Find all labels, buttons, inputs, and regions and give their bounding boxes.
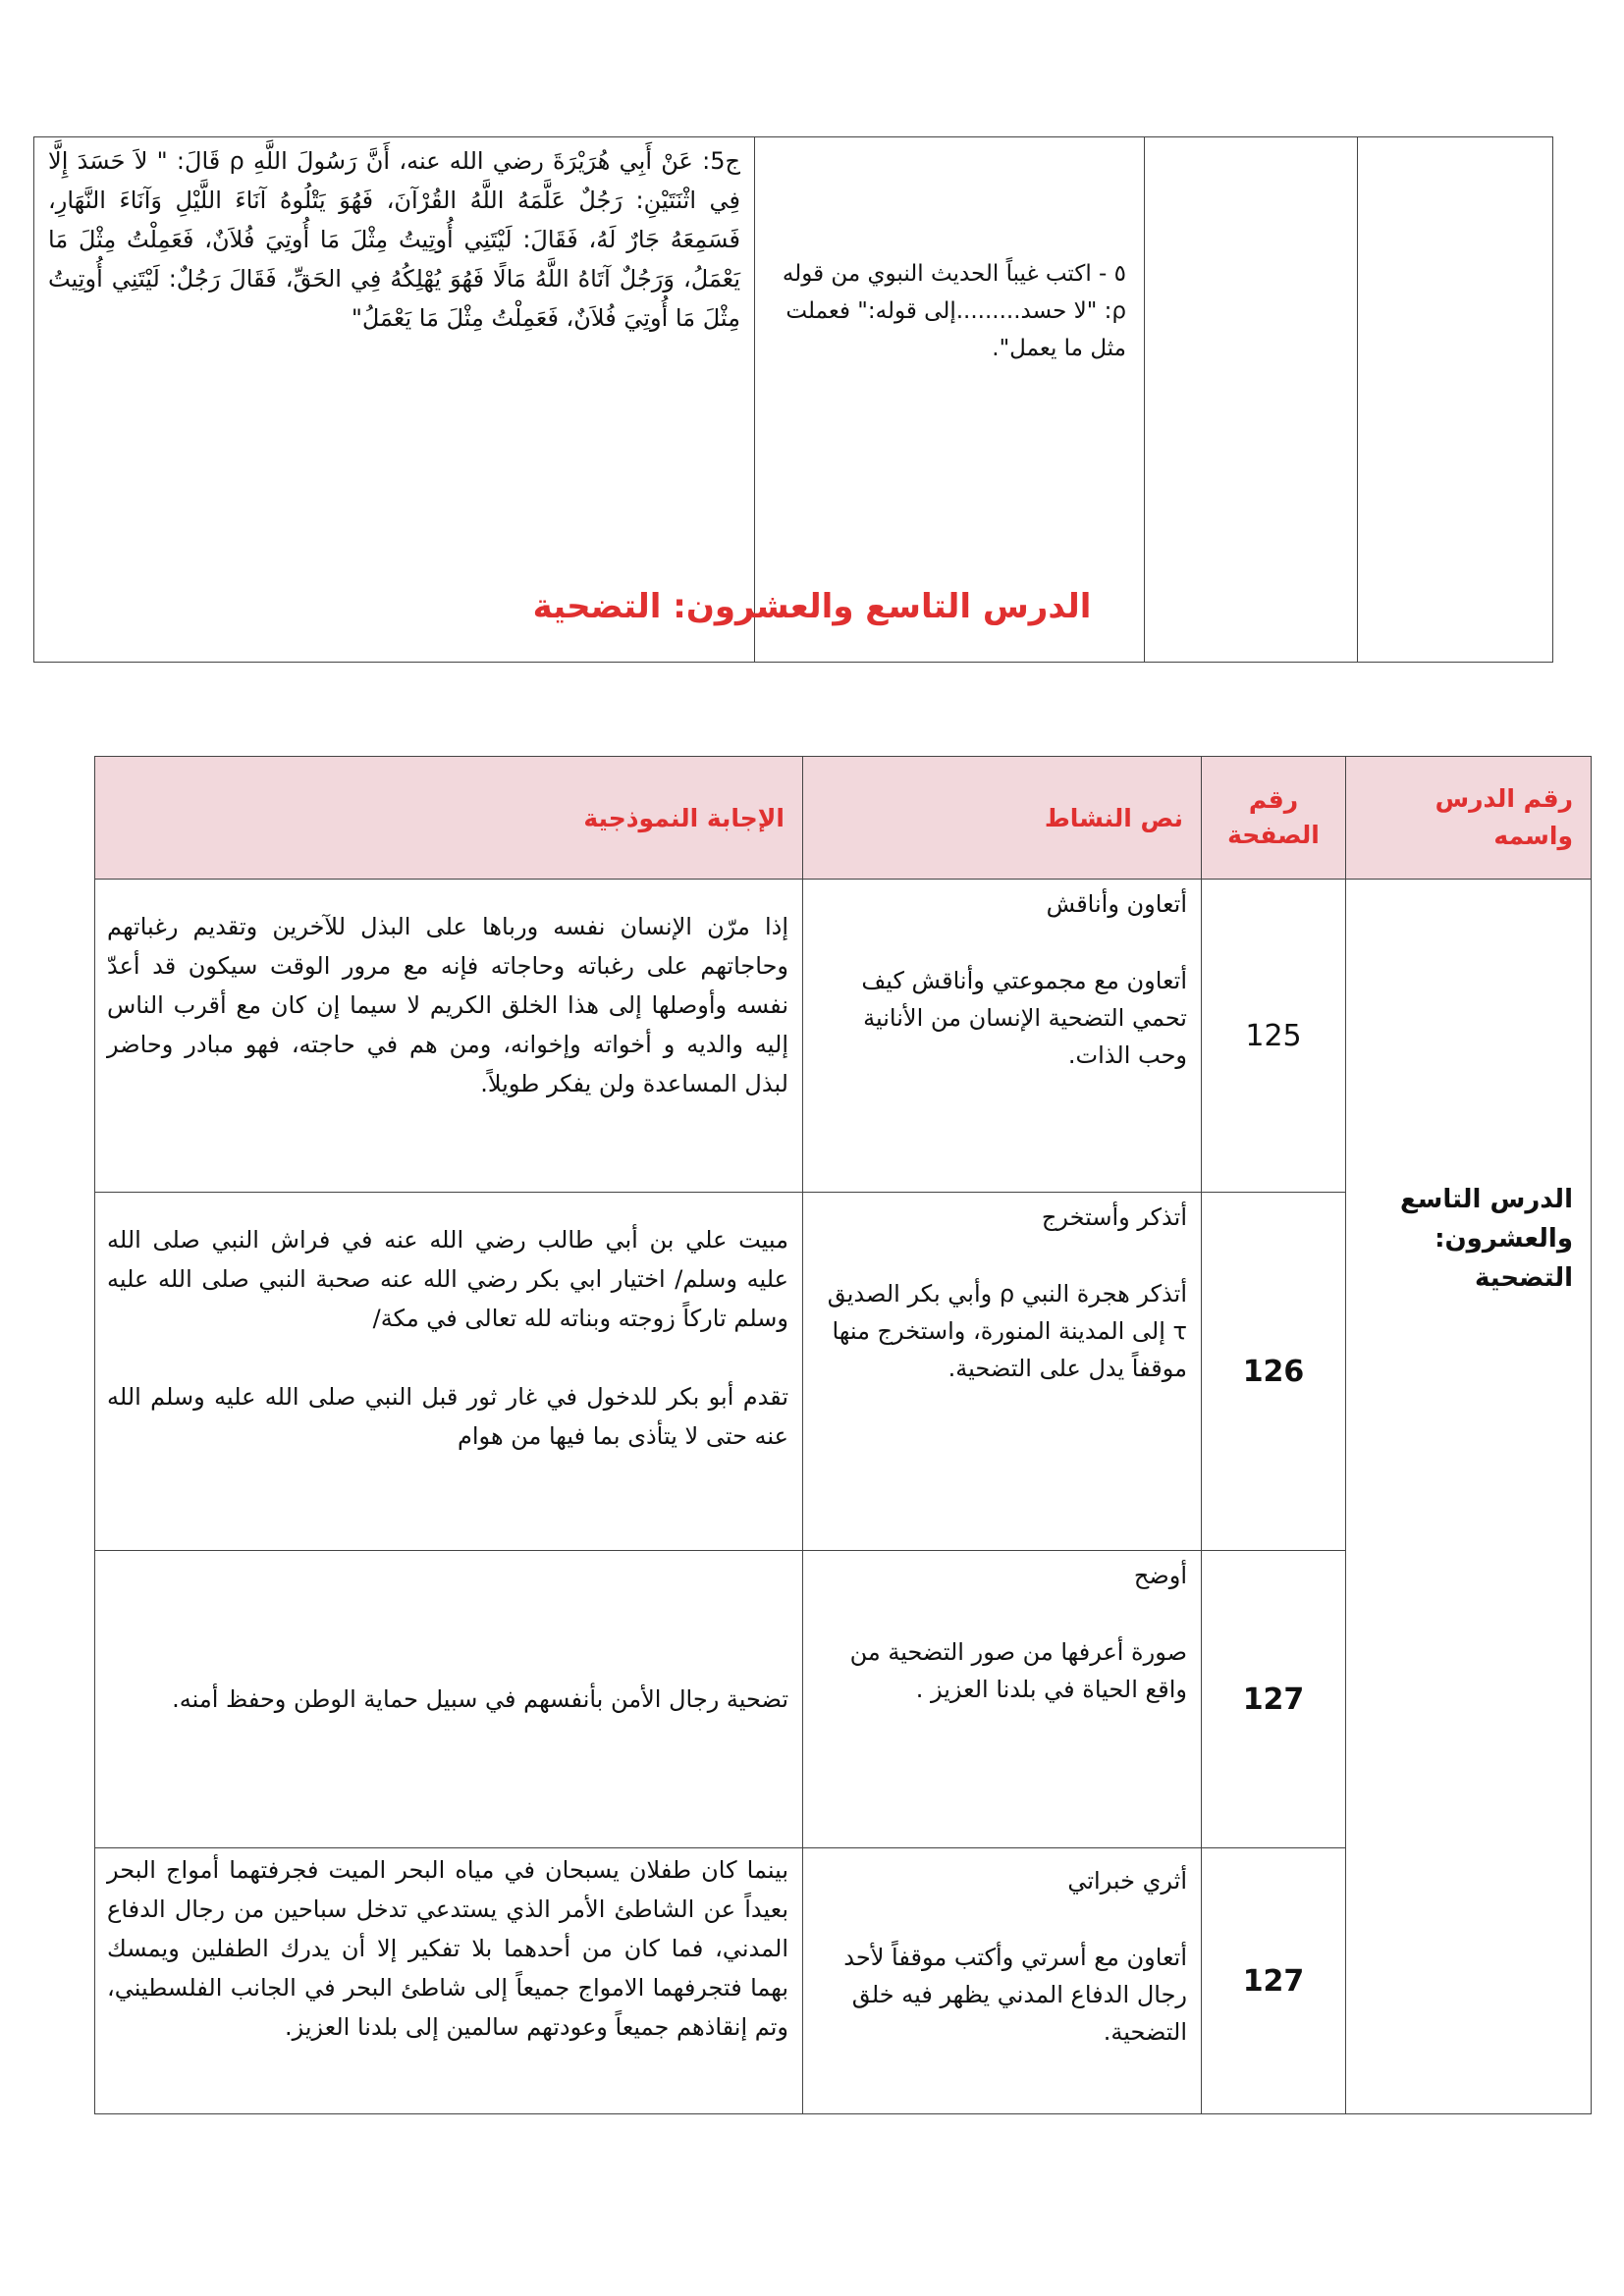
answer-cell: ج5: عَنْ أَبِي هُرَيْرَةَ رضي الله عنه، أَنَّ رَسُولَ اللَّهِ ρ قَالَ: " لاَ حَسَدَ إِلَّا فِي اثْنَتَيْنِ: رَجُلٌ عَلَّمَهُ اللَّهُ القُرْآنَ، فَهُوَ يَتْلُوهُ آنَاءَ اللَّيْلِ وَآنَاءَ النَّهَارِ، فَسَمِعَهُ جَارٌ لَهُ، فَقَالَ: لَيْتَنِي أُوتِيتُ مِثْلَ مَا أُوتِيَ فُلاَنٌ، فَعَمِلْتُ مِثْلَ مَا يَعْمَلُ، وَرَجُلٌ آتَاهُ اللَّهُ مَالًا فَهُوَ يُهْلِكُهُ فِي الحَقِّ، فَقَالَ رَجُلٌ: لَيْتَنِي أُوتِيتُ مِثْلَ مَا أُوتِيَ فُلاَنٌ، فَعَمِلْتُ مِثْلَ مَا يَعْمَلُ" (34, 137, 755, 663)
activity-title: أتعاون وأناقش (1046, 890, 1187, 918)
header-activity: نص النشاط (803, 757, 1202, 880)
answer-text: إذا مرّن الإنسان نفسه ورباها على البذل للآخرين وتقديم رغباتهم وحاجاتهم على رغباته وحاجاته فإنه مع مرور الوقت سيكون قد أعدّ نفسه وأوصلها إلى هذا الخلق الكريم لا سيما إن كان مع أقرب الناس إليه والديه و أخواته وإخوانه، ومن هم في حاجته، فهو مبادر وحاضر لبذل المساعدة ولن يفكر طويلاً. (107, 913, 788, 1097)
activity-text: صورة أعرفها من صور التضحية من واقع الحياة في بلدنا العزيز . (849, 1638, 1187, 1703)
answer-text: مبيت علي بن أبي طالب رضي الله عنه في فراش النبي صلى الله عليه وسلم/ اختيار ابي بكر رضي الله عنه صحبة النبي صلى الله عليه وسلم تاركاً زوجته وبناته لله تعالى في مكة/ (107, 1226, 788, 1332)
answer-text: تضحية رجال الأمن بأنفسهم في سبيل حماية الوطن وحفظ أمنه. (172, 1685, 788, 1713)
header-answer: الإجابة النموذجية (95, 757, 803, 880)
activity-cell (803, 1551, 1202, 1848)
activity-cell (803, 1848, 1202, 2114)
hadith-table (33, 136, 1553, 663)
answer-cell (95, 1848, 803, 2114)
page-number: 127 (1202, 1848, 1346, 2114)
activity-title: أتذكر وأستخرج (1041, 1203, 1187, 1231)
answer-cell (95, 1551, 803, 1848)
activity-text: أتعاون مع مجموعتي وأناقش كيف تحمي التضحية الإنسان من الأنانية وحب الذات. (861, 967, 1187, 1069)
activity-title: أثري خبراتي (1067, 1867, 1187, 1895)
lesson-table (94, 756, 1592, 2114)
header-page: رقم الصفحة (1202, 757, 1346, 880)
lesson-title: الدرس التاسع والعشرون: التضحية (532, 587, 1092, 626)
activity-text: أتذكر هجرة النبي ρ وأبي بكر الصديق τ إلى المدينة المنورة، واستخرج منها موقفاً يدل على التضحية. (827, 1280, 1187, 1382)
answer-cell (95, 1193, 803, 1551)
activity-cell: ٥ - اكتب غيباً الحديث النبوي من قوله ρ: "لا حسد.........إلى قوله:" فعملت مثل ما يعمل". (755, 137, 1145, 663)
table-row (95, 880, 1592, 1193)
page-number: 125 (1202, 880, 1346, 1193)
activity-cell (803, 880, 1202, 1193)
activity-cell (803, 1193, 1202, 1551)
empty-cell (1145, 137, 1358, 663)
answer-text: بينما كان طفلان يسبحان في مياه البحر الميت فجرفتهما أمواج البحر بعيداً عن الشاطئ الأمر الذي يستدعي تدخل سباحين من رجال الدفاع المدني، فما كان من أحدهما بلا تفكير إلا أن يدرك الطفلين ويمسك بهما فتجرفهما الامواج جميعاً إلى شاطئ البحر في الجانب الفلسطيني، وتم إنقاذهم جميعاً وعودتهم سالمين إلى بلدنا العزيز. (107, 1856, 788, 2041)
header-lesson: رقم الدرس واسمه (1346, 757, 1592, 880)
lesson-name-cell: الدرس التاسع والعشرون: التضحية (1346, 880, 1592, 2114)
page-number: 127 (1202, 1551, 1346, 1848)
page-number: 126 (1202, 1193, 1346, 1551)
answer-cell (95, 880, 803, 1193)
answer-text-2: تقدم أبو بكر للدخول في غار ثور قبل النبي صلى الله عليه وسلم الله عنه حتى لا يتأذى بما فيها من هوام (107, 1383, 788, 1450)
header-row (95, 757, 1592, 880)
activity-text: أتعاون مع أسرتي وأكتب موقفاً لأحد رجال الدفاع المدني يظهر فيه خلق التضحية. (843, 1944, 1187, 2046)
activity-title: أوضح (1133, 1562, 1187, 1589)
empty-cell (1358, 137, 1553, 663)
